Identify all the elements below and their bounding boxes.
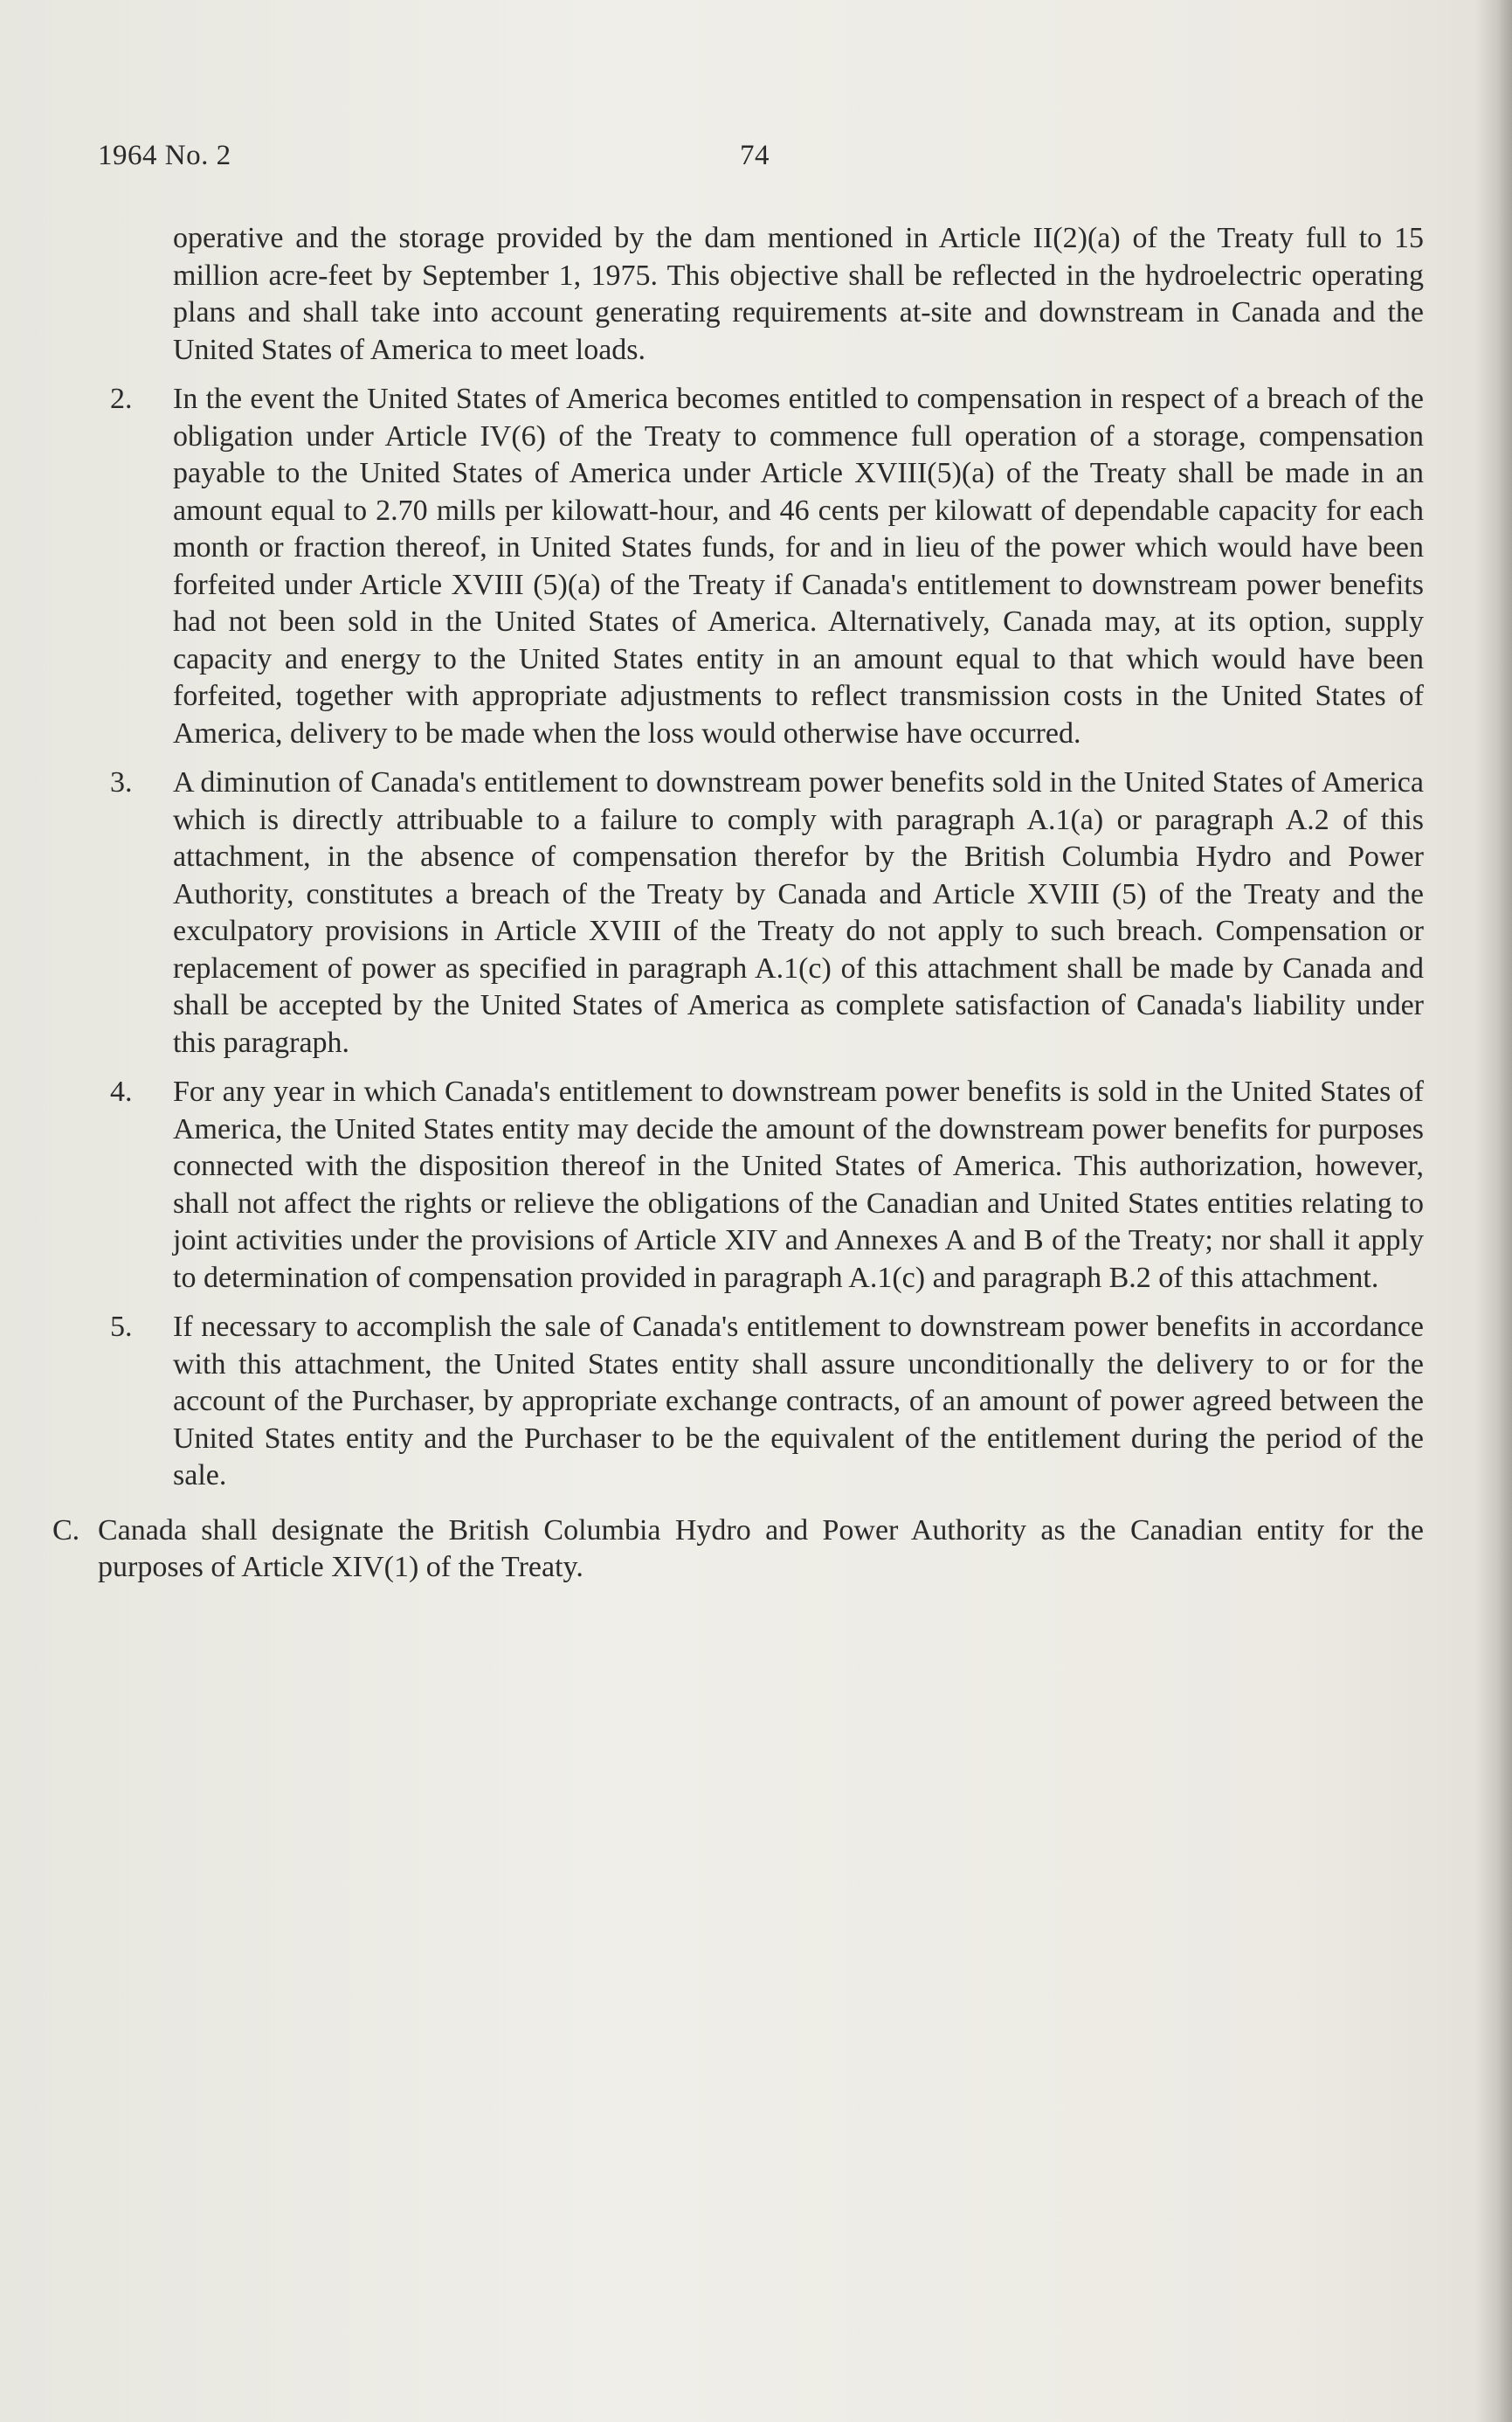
paragraph-continuation (173, 220, 1424, 369)
paragraph-number: 5. (110, 1311, 133, 1343)
header-page-number: 74 (740, 140, 770, 171)
body-text (52, 220, 1424, 1587)
section-letter: C. (52, 1513, 80, 1547)
paragraph-number: 3. (110, 766, 133, 799)
paragraph-text: If necessary to accomplish the sale of Canada's entitlement to downstream power benefits in accordance with this attachment, the United States entity shall assure unconditionally the delivery to or for the account of the Purchaser, by appropriate exchange contracts, of an amount of power agreed between the United States entity and the Purchaser to be the equivalent of the entitlement during the period of the sale. (173, 1311, 1424, 1491)
paragraph-text: For any year in which Canada's entitlement to downstream power benefits is sold in the United States of America, the United States entity may decide the amount of the downstream power benefits for purposes connected with the disposition thereof in the United States of America. This authorization, however, shall not affect the rights or relieve the obligations of the Canadian and United States entities relating to joint activities under the provisions of Article XIV and Annexes A and B of the Treaty; nor shall it apply to determination of compensation provided in paragraph A.1(c) and paragraph B.2 of this attachment. (173, 1076, 1424, 1294)
paragraph-text: In the event the United States of America becomes entitled to compensation in respect of a breach of the obligation under Article IV(6) of the Treaty to commence full operation of a storage, compensation payable to the United States of America under Article XVIII(5)(a) of the Treaty shall be made in an amount equal to 2.70 mills per kilowatt-hour, and 46 cents per kilowatt of dependable capacity for each month or fraction thereof, in United States funds, for and in lieu of the power which would have been forfeited under Article XVIII (5)(a) of the Treaty if Canada's entitlement to downstream power benefits had not been sold in the United States of America. Alternatively, Canada may, at its option, supply capacity and energy to the United States entity in an amount equal to that which would have been forfeited, together with appropriate adjustments to reflect transmission costs in the United States of America, delivery to be made when the loss would otherwise have occurred. (173, 383, 1424, 750)
section-c (52, 1512, 1424, 1587)
paragraph-text: Canada shall designate the British Columbia Hydro and Power Authority as the Canadian entity for the purposes of Article XIV(1) of the Treaty. (98, 1513, 1424, 1583)
paragraph-5 (110, 1309, 1424, 1495)
paragraph-3 (110, 765, 1424, 1062)
paragraph-text: A diminution of Canada's entitlement to downstream power benefits sold in the United States of America which is directly attribuable to a failure to comply with paragraph A.1(a) or paragraph A.2 of this attachment, in the absence of compensation therefor by the British Columbia Hydro and Power Authority, constitutes a breach of the Treaty by Canada and Article XVIII (5) of the Treaty and the exculpatory provisions in Article XVIII of the Treaty do not apply to such breach. Compensation or replacement of power as specified in paragraph A.1(c) of this attachment shall be made by Canada and shall be accepted by the United States of America as complete satisfaction of Canada's liability under this paragraph. (173, 766, 1424, 1059)
paragraph-text: operative and the storage provided by the dam mentioned in Article II(2)(a) of the Treaty full to 15 million acre-feet by September 1, 1975. This objective shall be reflected in the hydroelectric operating plans and shall take into account generating requirements at-site and downstream in Canada and the United States of America to meet loads. (173, 222, 1424, 366)
paragraph-number: 4. (110, 1076, 133, 1108)
paragraph-number: 2. (110, 383, 133, 415)
page-header (98, 140, 770, 172)
page-edge-shadow (1475, 0, 1512, 2422)
paragraph-4 (110, 1074, 1424, 1297)
paragraph-2 (110, 381, 1424, 752)
header-year-no: 1964 No. 2 (98, 140, 231, 171)
